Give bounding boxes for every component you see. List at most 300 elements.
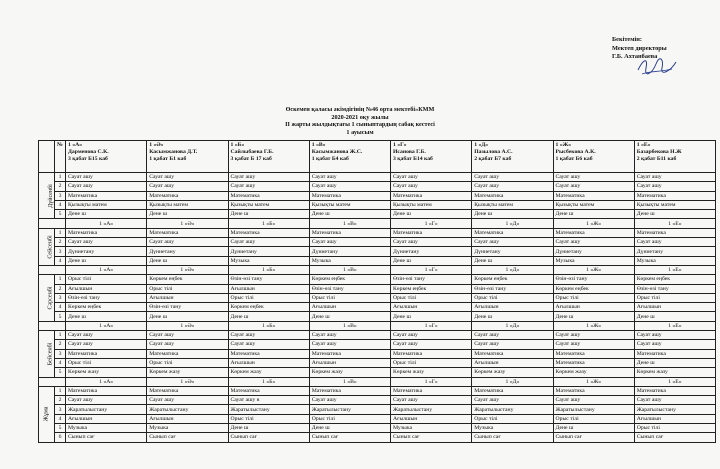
lesson-cell: Сауат ашу xyxy=(472,182,553,191)
shift-label: 1 ауысым xyxy=(346,128,374,136)
lesson-cell: Орыс тілі xyxy=(634,424,715,433)
lesson-cell: Дүниетану xyxy=(147,247,228,256)
lesson-cell: Орыс тілі xyxy=(309,414,390,423)
lesson-cell: Сауат ашу xyxy=(634,331,715,340)
class-label: 1 «А» xyxy=(66,321,147,330)
lesson-cell: Дене ш xyxy=(147,256,228,265)
lesson-cell: Сауат ашу xyxy=(391,396,472,405)
approval-line-2: Мектеп директоры xyxy=(612,44,667,52)
lesson-cell: Математика xyxy=(228,349,309,358)
lesson-cell: Сауат ашу xyxy=(472,173,553,182)
lesson-cell: Өзін-өзі тану xyxy=(66,293,147,302)
class-label: 1 «Ә» xyxy=(147,265,228,274)
lesson-cell: Қызықты матем xyxy=(634,200,715,209)
lesson-cell: Дене ш xyxy=(309,210,390,219)
class-header-room: 1 қабат Б6 каб xyxy=(555,156,593,162)
class-label: 1 «Ж» xyxy=(553,321,634,330)
lesson-cell: Қызықты матем xyxy=(147,200,228,209)
lesson-cell: Орыс тілі xyxy=(391,293,472,302)
class-header-teacher: Касымжанова Д.Т. xyxy=(149,149,198,155)
lesson-cell: Өзін-өзі тану xyxy=(391,275,472,284)
class-header-teacher: Касымжанова Ж.С. xyxy=(311,149,363,155)
class-label: 1 «Е» xyxy=(634,321,715,330)
class-row-spacer xyxy=(39,377,66,386)
lesson-cell: Дене ш xyxy=(228,424,309,433)
lesson-cell: Ағылшын xyxy=(147,293,228,302)
lesson-cell: Дүниетану xyxy=(634,247,715,256)
class-header-teacher: Дарменова С.К. xyxy=(68,149,109,155)
lesson-cell: Музыка xyxy=(472,424,553,433)
class-label: 1 «Г» xyxy=(391,219,472,228)
lesson-cell: Математика xyxy=(66,191,147,200)
table-row xyxy=(39,191,716,200)
lesson-cell: Жаратылыстану xyxy=(634,405,715,414)
lesson-cell: Ағылшын xyxy=(472,303,553,312)
class-label: 1 «Ә» xyxy=(147,219,228,228)
lesson-cell: Сауат ашу xyxy=(309,331,390,340)
lesson-cell: Математика xyxy=(147,228,228,237)
class-label-row xyxy=(39,377,716,386)
lesson-cell: Сауат ашу xyxy=(472,396,553,405)
lesson-cell: Сауат ашу xyxy=(147,238,228,247)
day-cell xyxy=(39,275,55,321)
class-label: 1 «В» xyxy=(309,377,390,386)
lesson-cell: Математика xyxy=(472,228,553,237)
lesson-cell: Математика xyxy=(391,191,472,200)
lesson-cell: Ағылшын xyxy=(66,284,147,293)
table-row xyxy=(39,414,716,423)
lesson-cell: Орыс тілі xyxy=(147,284,228,293)
class-header-teacher: Пазылова А.С. xyxy=(474,149,513,155)
class-header-room: 2 қабат Б7 каб xyxy=(474,156,512,162)
table-row xyxy=(39,210,716,219)
lesson-number: 4 xyxy=(55,303,66,312)
lesson-cell: Көркем жазу xyxy=(147,368,228,377)
class-label: 1 «Ж» xyxy=(553,377,634,386)
day-cell xyxy=(39,386,55,442)
class-header-room: 3 қабат Б 17 каб xyxy=(230,156,272,162)
lesson-cell: Математика xyxy=(553,228,634,237)
approval-line-3: Г.Б. Ахтанбаева xyxy=(612,53,658,61)
lesson-cell: Сауат ашу xyxy=(634,340,715,349)
lesson-cell: Орыс тілі xyxy=(391,358,472,367)
class-header xyxy=(634,141,715,173)
table-row xyxy=(39,358,716,367)
lesson-number: 2 xyxy=(55,396,66,405)
approval-block xyxy=(612,36,712,62)
lesson-cell: Сауат ашу xyxy=(66,173,147,182)
lesson-cell: Көркем еңбек xyxy=(228,303,309,312)
lesson-cell: Сауат ашу xyxy=(228,182,309,191)
lesson-cell: Дене ш xyxy=(634,358,715,367)
lesson-cell: Математика xyxy=(472,386,553,395)
lesson-cell: Сауат ашу xyxy=(66,331,147,340)
class-label: 1 «Ж» xyxy=(553,265,634,274)
lesson-cell: Сынып сағ xyxy=(553,433,634,442)
lesson-cell: Орыс тілі xyxy=(228,414,309,423)
lesson-cell: Сауат ашу xyxy=(66,182,147,191)
lesson-number: 1 xyxy=(55,173,66,182)
lesson-cell: Қызықты матем xyxy=(66,200,147,209)
lesson-cell: Ағылшын xyxy=(391,414,472,423)
signature-icon xyxy=(634,54,678,78)
lesson-cell: Дене ш xyxy=(553,424,634,433)
lesson-cell: Көркем жазу xyxy=(391,368,472,377)
lesson-cell: Дене ш xyxy=(553,312,634,321)
lesson-cell: Математика xyxy=(553,349,634,358)
lesson-cell: Сауат ашу xyxy=(634,396,715,405)
lesson-cell: Ағылшын xyxy=(391,303,472,312)
lesson-number: 1 xyxy=(55,386,66,395)
lesson-cell: Математика xyxy=(634,386,715,395)
lesson-number: 5 xyxy=(55,210,66,219)
lesson-cell: Дүниетану xyxy=(66,247,147,256)
lesson-cell: Дене ш xyxy=(472,256,553,265)
lesson-cell: Дене ш xyxy=(472,312,553,321)
lesson-cell: Көркем жазу xyxy=(309,368,390,377)
class-header xyxy=(391,141,472,173)
lesson-cell: Математика xyxy=(634,349,715,358)
table-row xyxy=(39,284,716,293)
lesson-cell: Көркем еңбек xyxy=(634,275,715,284)
lesson-cell: Жаратылыстану xyxy=(66,405,147,414)
lesson-cell: Математика xyxy=(228,191,309,200)
class-header-name: 1 «Г» xyxy=(393,142,407,148)
class-header xyxy=(66,141,147,173)
header-row xyxy=(39,141,716,173)
lesson-cell: Математика xyxy=(391,386,472,395)
lesson-cell: Математика xyxy=(309,386,390,395)
lesson-cell: Көркем жазу xyxy=(228,368,309,377)
lesson-cell: Сауат ашу xyxy=(147,396,228,405)
lesson-cell: Сауат ашу xyxy=(309,182,390,191)
lesson-cell: Ағылшын xyxy=(147,414,228,423)
class-header-teacher: Рысбекова А.К. xyxy=(555,149,596,155)
lesson-cell: Математика xyxy=(228,386,309,395)
lesson-cell: Математика xyxy=(553,358,634,367)
class-header-name: 1 «Ә» xyxy=(149,142,164,148)
lesson-cell: Қызықты матем xyxy=(309,200,390,209)
class-label: 1 «А» xyxy=(66,219,147,228)
lesson-cell: Сынып сағ xyxy=(391,433,472,442)
lesson-cell: Сауат ашу xyxy=(391,238,472,247)
lesson-cell: Сауат ашу xyxy=(634,173,715,182)
class-label: 1 «В» xyxy=(309,219,390,228)
class-header xyxy=(553,141,634,173)
lesson-cell: Дене ш xyxy=(66,312,147,321)
lesson-cell: Сауат ашу xyxy=(472,238,553,247)
lesson-cell: Ағылшын xyxy=(228,284,309,293)
lesson-cell: Дене ш xyxy=(66,210,147,219)
day-cell xyxy=(39,228,55,265)
class-header-room: 3 қабат Б14 каб xyxy=(393,156,433,162)
table-row xyxy=(39,396,716,405)
lesson-cell: Өзін-өзі тану xyxy=(634,284,715,293)
lesson-cell: Сауат ашу xyxy=(391,331,472,340)
class-label: 1 «Г» xyxy=(391,265,472,274)
lesson-cell: Музыка xyxy=(228,256,309,265)
lesson-cell: Музыка xyxy=(147,424,228,433)
lesson-number: 3 xyxy=(55,349,66,358)
lesson-number: 5 xyxy=(55,368,66,377)
lesson-cell: Сауат ашу xyxy=(553,173,634,182)
lesson-cell: Көркем еңбек xyxy=(391,284,472,293)
table-row xyxy=(39,433,716,442)
class-header-name: 1 «В» xyxy=(311,142,326,148)
lesson-number: 3 xyxy=(55,405,66,414)
class-label: 1 «Б» xyxy=(228,219,309,228)
lesson-cell: Сауат ашу xyxy=(391,182,472,191)
class-label-row xyxy=(39,321,716,330)
lesson-cell: Қызықты матем xyxy=(391,200,472,209)
lesson-cell: Сауат ашу xyxy=(553,340,634,349)
lesson-cell: Сауат ашу xyxy=(66,238,147,247)
lesson-cell: Математика xyxy=(66,386,147,395)
class-label: 1 «В» xyxy=(309,265,390,274)
lesson-number: 1 xyxy=(55,331,66,340)
lesson-number: 6 xyxy=(55,433,66,442)
lesson-cell: Сауат ашу xyxy=(309,396,390,405)
lesson-cell: Дүниетану xyxy=(391,247,472,256)
lesson-cell: Орыс тілі xyxy=(228,293,309,302)
lesson-number: 4 xyxy=(55,414,66,423)
lesson-cell: Қызықты матем xyxy=(553,200,634,209)
lesson-cell: Қызықты матем xyxy=(228,200,309,209)
lesson-cell: Ағылшын xyxy=(66,414,147,423)
class-label: 1 «Ә» xyxy=(147,377,228,386)
lesson-cell: Дене ш xyxy=(391,256,472,265)
lesson-number: 3 xyxy=(55,191,66,200)
lesson-cell: Орыс тілі xyxy=(634,293,715,302)
class-label-row xyxy=(39,265,716,274)
corner-cell xyxy=(39,141,55,173)
lesson-cell: Көркем жазу xyxy=(66,368,147,377)
lesson-number: 1 xyxy=(55,275,66,284)
class-row-spacer xyxy=(39,265,66,274)
class-header-room: 2 қабат Б11 каб xyxy=(636,156,677,162)
table-row xyxy=(39,247,716,256)
lesson-cell: Сауат ашу xyxy=(147,182,228,191)
lesson-cell: Сауат ашу xyxy=(147,340,228,349)
lesson-cell: Сынып сағ xyxy=(472,433,553,442)
lesson-cell: Ағылшын xyxy=(634,303,715,312)
lesson-cell: Дүниетану xyxy=(472,247,553,256)
lesson-cell: Сауат ашу xyxy=(228,340,309,349)
lesson-number: 4 xyxy=(55,256,66,265)
lesson-cell: Сауат ашу xyxy=(391,340,472,349)
day-label: Сәрсенбі xyxy=(47,286,54,310)
lesson-cell: Математика xyxy=(634,191,715,200)
lesson-cell: Көркем еңбек xyxy=(472,275,553,284)
lesson-cell: Өзін-өзі тану xyxy=(147,303,228,312)
lesson-cell: Музыка xyxy=(66,424,147,433)
lesson-cell: Көркем еңбек xyxy=(147,275,228,284)
lesson-cell: Сауат ашу xyxy=(66,340,147,349)
lesson-cell: Өзін-өзі тану xyxy=(472,284,553,293)
class-label: 1 «Б» xyxy=(228,265,309,274)
class-header xyxy=(472,141,553,173)
lesson-cell: Ағылшын xyxy=(472,358,553,367)
lesson-cell: Математика xyxy=(147,191,228,200)
lesson-cell: Жаратылыстану xyxy=(391,405,472,414)
class-label: 1 «Г» xyxy=(391,321,472,330)
class-header-teacher: Исанова Г.Б. xyxy=(393,149,426,155)
lesson-number: 3 xyxy=(55,293,66,302)
class-header-teacher: Базарбекова Н.Ж xyxy=(636,149,682,155)
lesson-number: 2 xyxy=(55,284,66,293)
lesson-cell: Сауат ашу xyxy=(147,173,228,182)
lesson-cell: Сауат ашу xyxy=(634,182,715,191)
table-row xyxy=(39,238,716,247)
lesson-cell: Сауат ашу xyxy=(553,238,634,247)
class-header-name: 1 «Е» xyxy=(636,142,651,148)
class-header-name: 1 «А» xyxy=(68,142,83,148)
lesson-cell: Өзін-өзі тану xyxy=(309,284,390,293)
lesson-cell: Ағылшын xyxy=(309,358,390,367)
lesson-cell: Дене ш xyxy=(472,210,553,219)
lesson-cell: Ағылшын xyxy=(634,414,715,423)
lesson-cell: Математика xyxy=(66,349,147,358)
lesson-cell: Сауат ашу xyxy=(309,173,390,182)
lesson-cell: Дене ш xyxy=(147,312,228,321)
class-label: 1 «Е» xyxy=(634,377,715,386)
lesson-cell: Дүниетану xyxy=(309,247,390,256)
lesson-number: 1 xyxy=(55,228,66,237)
lesson-number: 5 xyxy=(55,312,66,321)
lesson-cell: Дене ш xyxy=(309,312,390,321)
lesson-cell: Орыс тілі xyxy=(309,293,390,302)
lesson-cell: Математика xyxy=(147,349,228,358)
lesson-cell: Дүниетану xyxy=(228,247,309,256)
number-header: № xyxy=(55,141,66,173)
table-row xyxy=(39,368,716,377)
lesson-cell: Көркем жазу xyxy=(634,368,715,377)
lesson-cell: Сынып сағ xyxy=(634,433,715,442)
lesson-cell: Сауат ашу xyxy=(228,331,309,340)
class-header xyxy=(147,141,228,173)
class-label: 1 «Д» xyxy=(472,219,553,228)
class-header-name: 1 «Д» xyxy=(474,142,489,148)
table-row xyxy=(39,182,716,191)
lesson-cell: Көркем еңбек xyxy=(66,303,147,312)
table-row xyxy=(39,312,716,321)
day-label: Жұма xyxy=(43,406,50,422)
lesson-cell: Сынып сағ xyxy=(228,433,309,442)
lesson-cell: Музыка xyxy=(634,256,715,265)
lesson-cell: Дене ш xyxy=(228,312,309,321)
table-row xyxy=(39,173,716,182)
day-label: Бейсенбі xyxy=(47,342,54,366)
lesson-cell: Математика xyxy=(309,228,390,237)
schedule-table xyxy=(38,140,716,443)
lesson-cell: Жаратылыстану xyxy=(228,405,309,414)
lesson-cell: Сауат ашу xyxy=(553,182,634,191)
class-label: 1 «Б» xyxy=(228,377,309,386)
table-row xyxy=(39,386,716,395)
class-label: 1 «А» xyxy=(66,377,147,386)
table-row xyxy=(39,293,716,302)
class-header-name: 1 «Б» xyxy=(230,142,245,148)
lesson-cell: Сауат ашу в xyxy=(228,396,309,405)
lesson-cell: Математика xyxy=(553,386,634,395)
academic-year: 2020-2021 оқу жылы xyxy=(331,113,389,121)
lesson-cell: Сынып сағ xyxy=(147,433,228,442)
lesson-cell: Математика xyxy=(472,349,553,358)
lesson-cell: Көркем еңбек xyxy=(553,284,634,293)
lesson-cell: Сауат ашу xyxy=(66,396,147,405)
lesson-number: 4 xyxy=(55,358,66,367)
lesson-cell: Математика xyxy=(553,191,634,200)
class-label: 1 «Д» xyxy=(472,265,553,274)
day-label: Дүйсенбі xyxy=(47,183,54,208)
lesson-cell: Сауат ашу xyxy=(391,173,472,182)
lesson-cell: Жаратылыстану xyxy=(472,405,553,414)
table-row xyxy=(39,331,716,340)
class-header-room: 3 қабат Б15 каб xyxy=(68,156,108,162)
lesson-number: 3 xyxy=(55,247,66,256)
lesson-cell: Ағылшын xyxy=(228,358,309,367)
lesson-cell: Өзін-өзі тану xyxy=(228,275,309,284)
class-label: 1 «Е» xyxy=(634,265,715,274)
class-label: 1 «Г» xyxy=(391,377,472,386)
lesson-cell: Ағылшын xyxy=(309,303,390,312)
lesson-cell: Көркем жазу xyxy=(472,368,553,377)
class-label: 1 «В» xyxy=(309,321,390,330)
school-name: Өскемен қаласы әкімдігінің №46 орта мектебі»КММ xyxy=(285,106,435,113)
class-label: 1 «Ә» xyxy=(147,321,228,330)
lesson-cell: Математика xyxy=(147,386,228,395)
lesson-cell: Сынып сағ xyxy=(66,433,147,442)
table-row xyxy=(39,424,716,433)
lesson-number: 5 xyxy=(55,424,66,433)
lesson-cell: Қызықты матем xyxy=(472,200,553,209)
lesson-cell: Математика xyxy=(472,191,553,200)
table-row xyxy=(39,200,716,209)
lesson-cell: Көркем еңбек xyxy=(309,275,390,284)
table-row xyxy=(39,256,716,265)
lesson-cell: Орыс тілі xyxy=(553,414,634,423)
lesson-cell: Дене ш xyxy=(228,210,309,219)
lesson-cell: Музыка xyxy=(309,256,390,265)
lesson-cell: Орыс тілі xyxy=(472,293,553,302)
table-row xyxy=(39,275,716,284)
lesson-cell: Жаратылыстану xyxy=(553,405,634,414)
table-row xyxy=(39,228,716,237)
lesson-cell: Математика xyxy=(391,349,472,358)
class-label: 1 «Ж» xyxy=(553,219,634,228)
lesson-cell: Музыка xyxy=(553,256,634,265)
lesson-cell: Орыс тілі xyxy=(147,358,228,367)
table-row xyxy=(39,340,716,349)
document-headings xyxy=(0,106,720,136)
lesson-number: 2 xyxy=(55,182,66,191)
lesson-cell: Сауат ашу xyxy=(228,238,309,247)
lesson-cell: Дене ш xyxy=(634,312,715,321)
lesson-number: 2 xyxy=(55,238,66,247)
lesson-cell: Сауат ашу xyxy=(228,173,309,182)
day-cell xyxy=(39,173,55,219)
lesson-cell: Дене ш xyxy=(391,210,472,219)
class-label: 1 «Б» xyxy=(228,321,309,330)
lesson-cell: Ағылшын xyxy=(553,303,634,312)
lesson-cell: Дене ш xyxy=(391,312,472,321)
approval-line-1: Бекітемін: xyxy=(612,36,642,43)
lesson-cell: Дене ш xyxy=(553,210,634,219)
lesson-cell: Жаратылыстану xyxy=(309,405,390,414)
class-header-room: 1 қабат Б4 каб xyxy=(311,156,349,162)
class-header xyxy=(309,141,390,173)
table-row xyxy=(39,349,716,358)
